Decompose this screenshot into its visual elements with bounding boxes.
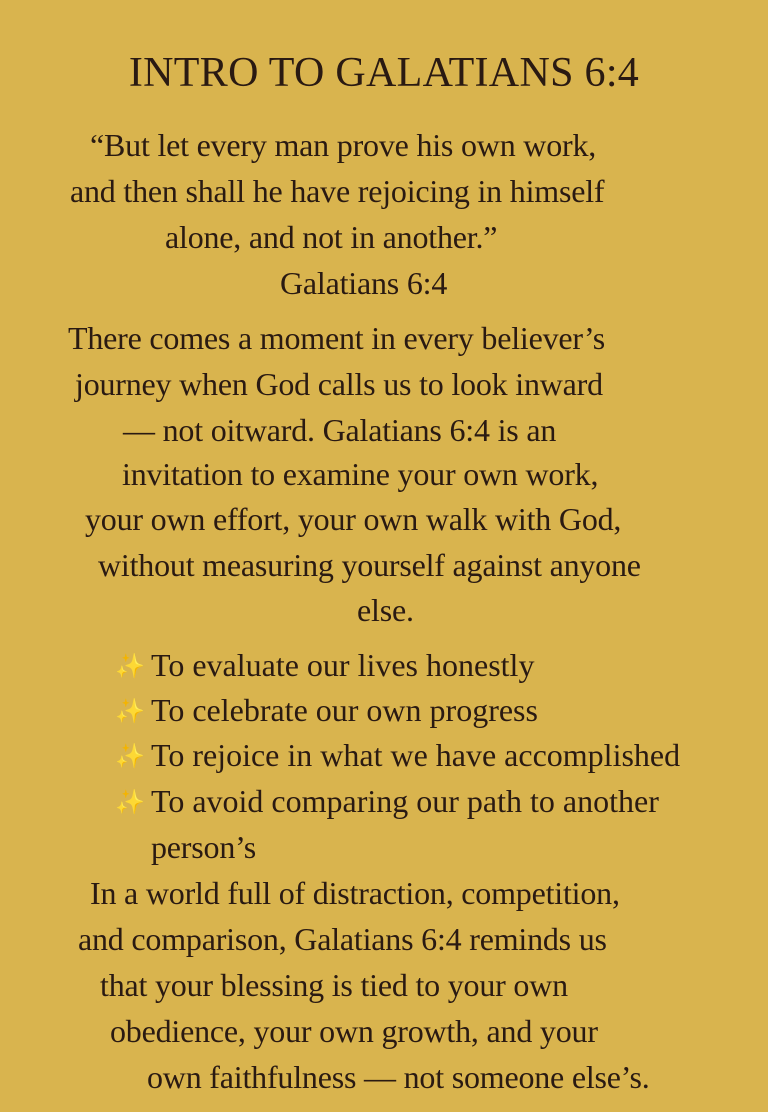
list-item [115, 735, 680, 776]
quote-line: and then shall he have rejoicing in himself [70, 173, 605, 209]
paragraph-line: There comes a moment in every believer’s [68, 320, 605, 356]
sparkles-icon: ✨ [115, 652, 145, 680]
quote-line: alone, and not in another.” [165, 219, 498, 255]
paragraph-line: In a world full of distraction, competition, [90, 875, 620, 911]
list-item-text: To avoid comparing our path to another [151, 783, 659, 819]
quote-line: “But let every man prove his own work, [90, 127, 597, 163]
list-item-continuation: person’s [151, 829, 257, 865]
paragraph-line: that your blessing is tied to your own [100, 967, 568, 1003]
list-item-text: To celebrate our own progress [151, 692, 538, 728]
list-item [115, 781, 659, 822]
paragraph-line: invitation to examine your own work, [122, 456, 599, 492]
paragraph-line: journey when God calls us to look inward [75, 366, 603, 402]
list-item-text: To rejoice in what we have accomplished [151, 737, 681, 773]
paragraph-line: — not oitward. Galatians 6:4 is an [123, 412, 557, 448]
list-item-text: To evaluate our lives honestly [151, 647, 535, 683]
paragraph-line: your own effort, your own walk with God, [85, 501, 622, 537]
paragraph-line: and comparison, Galatians 6:4 reminds us [78, 921, 607, 957]
paragraph-line: else. [357, 592, 414, 628]
list-item [115, 645, 534, 686]
paragraph-line: own faithfulness — not someone else’s. [147, 1059, 650, 1095]
sparkles-icon: ✨ [115, 742, 145, 770]
quote-reference: Galatians 6:4 [280, 265, 448, 301]
page-title: INTRO TO GALATIANS 6:4 [128, 50, 640, 96]
sparkles-icon: ✨ [115, 788, 145, 816]
list-item [115, 690, 538, 731]
paragraph-line: without measuring yourself against anyone [98, 547, 641, 583]
paragraph-line: obedience, your own growth, and your [110, 1013, 598, 1049]
sparkles-icon: ✨ [115, 697, 145, 725]
